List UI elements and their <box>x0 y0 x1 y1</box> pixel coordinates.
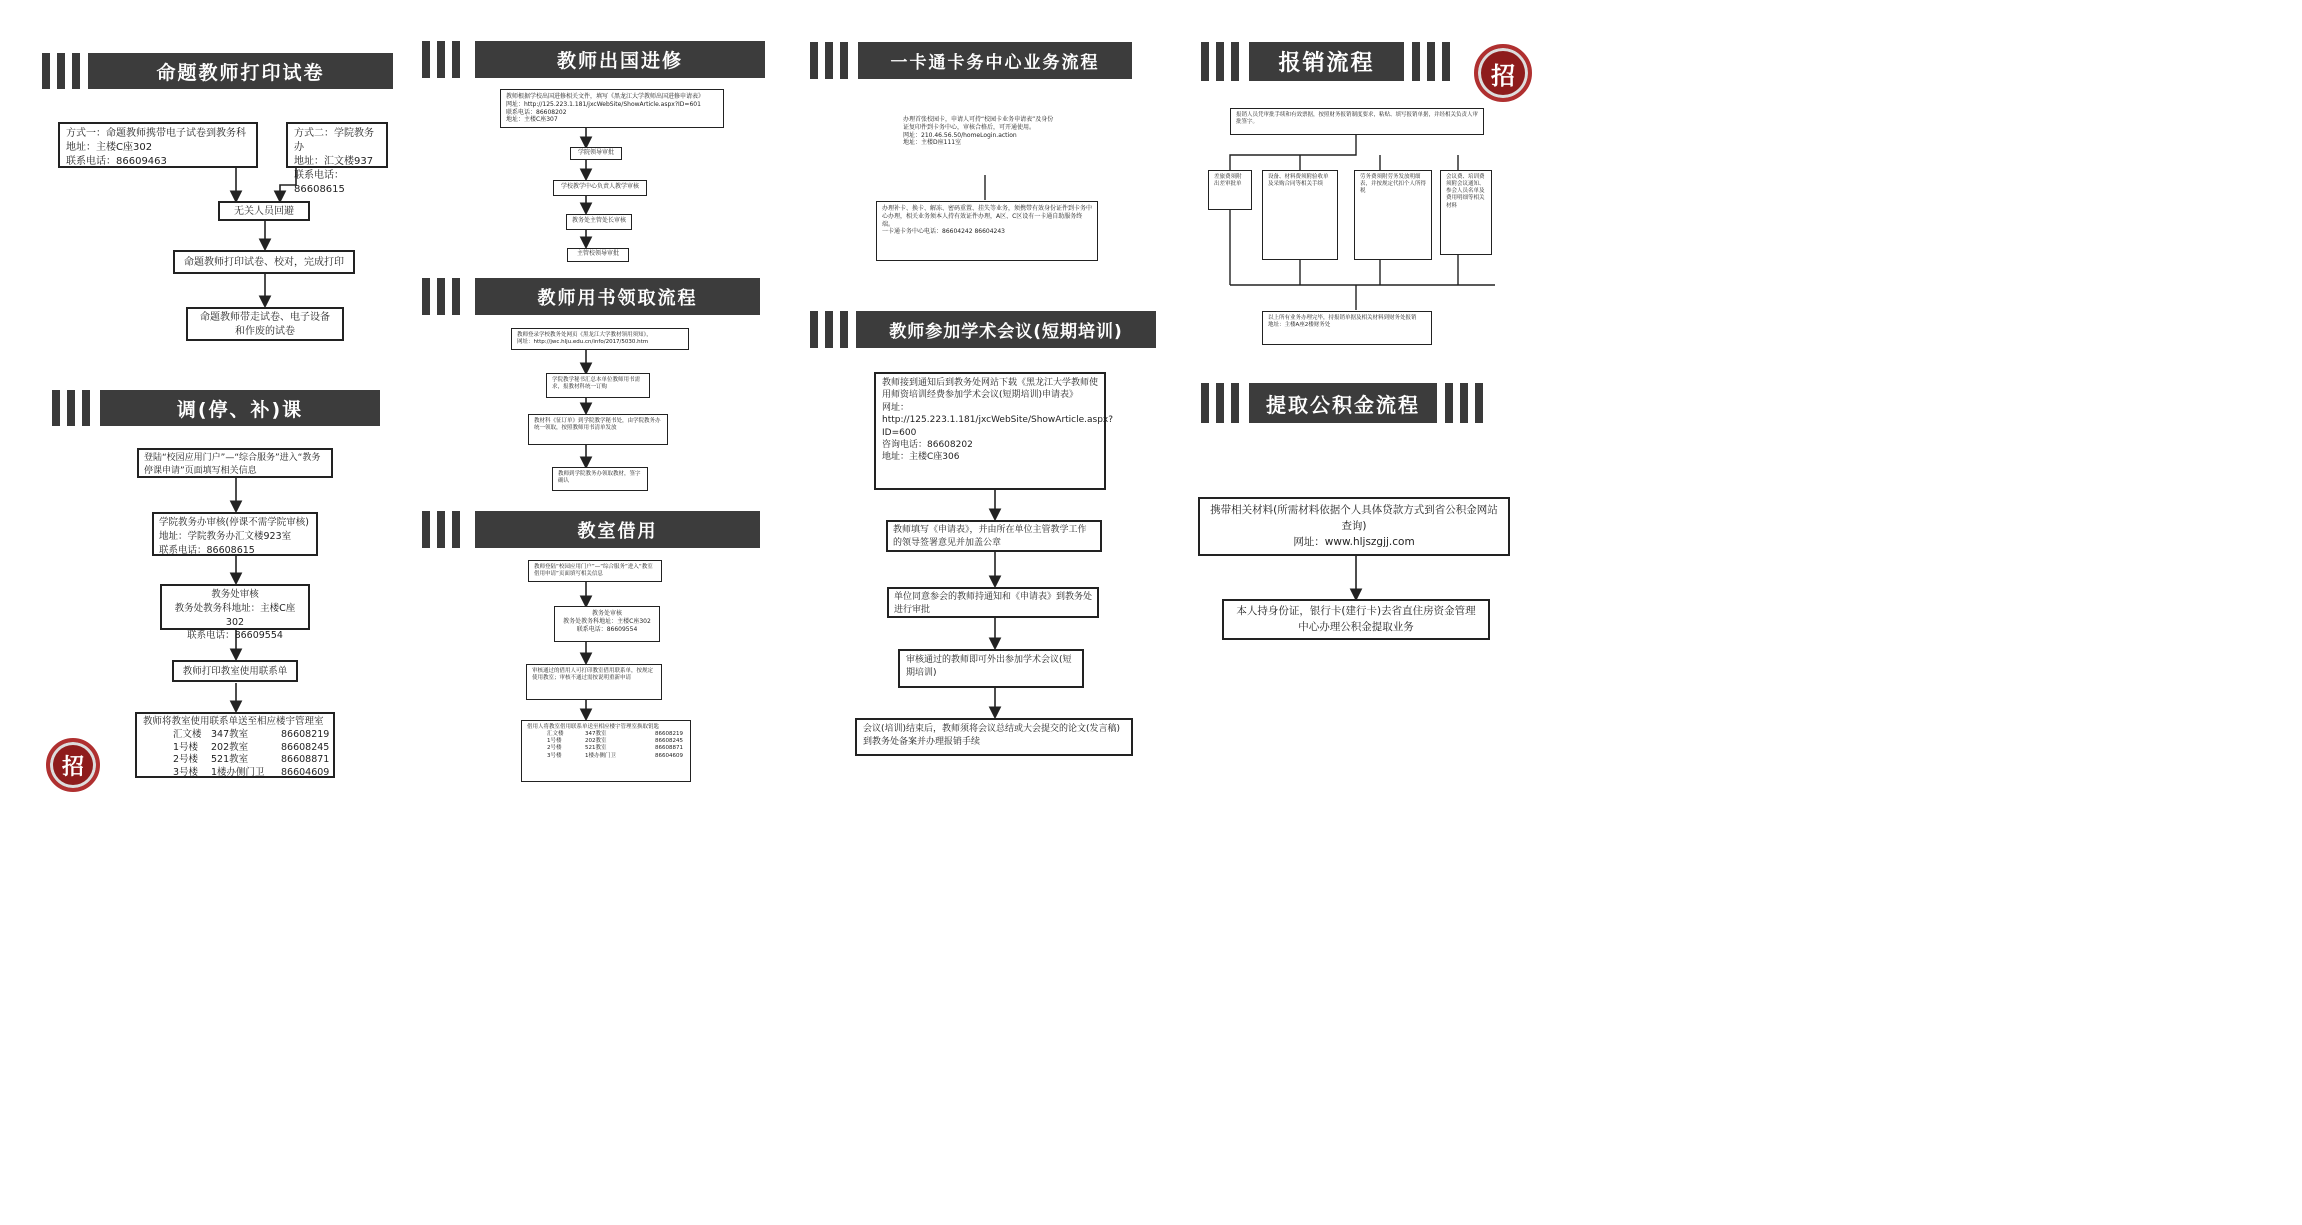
classroom-room-phone: 86604609 <box>655 752 683 759</box>
academic-step-3: 单位同意参会的教师持通知和《申请表》到教务处进行审批 <box>887 587 1099 618</box>
classroom-room-room: 1楼办侧门卫 <box>585 752 616 759</box>
classroom-room-phone: 86608219 <box>655 731 683 738</box>
adjust-room-room: 521教室 <box>211 754 249 766</box>
adjust-room-row <box>173 754 330 767</box>
books-step-3: 教材科《征订单》到学院教学秘书处，由学院教务办统一领取，按照教师用书清单发放 <box>528 414 668 445</box>
classroom-room-row <box>547 731 685 738</box>
adjust-step-3: 教务处审核 教务处教务科地址：主楼C座302 联系电话：86609554 <box>160 584 310 630</box>
title-adjust-class: 调(停、补)课 <box>100 390 380 426</box>
classroom-room-room: 347教室 <box>585 731 607 738</box>
banner-card <box>810 42 1132 79</box>
adjust-step-2: 学院教务办审核(停课不需学院审核) 地址：学院教务办汇文楼923室 联系电话：86608615 <box>152 512 318 556</box>
fund-step-1: 携带相关材料(所需材料依据个人具体贷款方式到省公积金网站查询) 网址：www.hljszgjj.com <box>1198 497 1510 556</box>
adjust-step-5 <box>135 712 335 778</box>
banner-adjust-class <box>52 390 380 426</box>
books-step-1: 教师登录学校教务处网页《黑龙江大学教材领用须知》， 网址：http://jwc.hlju.edu.cn/info/2017/5030.htm <box>511 328 689 350</box>
abroad-step-1: 教师根据学校出国进修相关文件，填写《黑龙江大学教师出国进修申请表》 网址：http://125.223.1.181/jxcWebSite/ShowArticle.aspx?ID=601 联系电话：86608202 地址：主楼C座307 <box>500 89 724 128</box>
exam-step-3: 命题教师带走试卷、电子设备 和作废的试卷 <box>186 307 344 341</box>
classroom-step-4-head: 借用人将教室借用联系单送至相应楼宇管理室换取钥匙 <box>527 724 660 730</box>
abroad-step-4: 教务处主管处长审核 <box>566 214 632 230</box>
banner-reimburse <box>1201 42 1450 81</box>
reimburse-top: 报销人员凭审批手续和有效票据，按照财务报销制度要求，粘贴、填写报销单据，并经相关负责人审批签字。 <box>1230 108 1484 135</box>
adjust-step-5-head: 教师将教室使用联系单送至相应楼宇管理室 <box>143 716 324 727</box>
exam-step-1: 无关人员回避 <box>218 201 310 221</box>
academic-step-4: 审核通过的教师即可外出参加学术会议(短期培训) <box>898 649 1084 688</box>
classroom-room-row <box>547 738 685 745</box>
banner-classroom <box>422 511 760 548</box>
reimburse-item-1: 差旅费须附出差审批单 <box>1208 170 1252 210</box>
classroom-room-building: 汇文楼 <box>547 731 564 738</box>
title-books: 教师用书领取流程 <box>475 278 760 315</box>
adjust-room-phone: 86604609 <box>281 767 330 779</box>
adjust-room-row <box>173 728 330 742</box>
classroom-room-phone: 86608245 <box>655 738 683 745</box>
title-reimburse: 报销流程 <box>1249 42 1404 81</box>
classroom-room-row <box>547 745 685 752</box>
classroom-step-4 <box>521 720 691 782</box>
exam-step-2: 命题教师打印试卷、校对，完成打印 <box>173 250 355 274</box>
exam-option-1: 方式一：命题教师携带电子试卷到教务科 地址：主楼C座302 联系电话：86609463 <box>58 122 258 168</box>
card-step-1: 办理首张校园卡，申请人可持“校园卡业务申请表”及身份证复印件到卡务中心，审核合格后，可开通使用。 网址：210.46.56.50/homeLogin.action 地址：主楼D座111室 <box>898 113 1062 175</box>
reimburse-item-3: 劳务费须附劳务发放明细表，并按规定代扣个人所得税 <box>1354 170 1432 260</box>
classroom-room-phone: 86608871 <box>655 745 683 752</box>
adjust-room-room: 1楼办侧门卫 <box>211 767 265 779</box>
classroom-room-building: 1号楼 <box>547 738 562 745</box>
title-academic: 教师参加学术会议(短期培训) <box>856 311 1156 348</box>
title-fund: 提取公积金流程 <box>1249 383 1437 423</box>
classroom-step-3: 审核通过的借用人可打印教室借用联系单，按规定使用教室；审核不通过需按说明重新申请 <box>526 664 662 700</box>
classroom-step-1: 教师登陆“校园应用门户”—“综合服务”进入“教室借用申请”页面填写相关信息 <box>528 560 662 582</box>
title-abroad: 教师出国进修 <box>475 41 765 78</box>
university-logo-top: 招 <box>1474 44 1532 102</box>
classroom-rooms-list <box>527 731 685 760</box>
banner-exam-print <box>42 53 393 89</box>
books-step-2: 学院教学秘书汇总本单位教师用书需求，报教材科统一订购 <box>546 373 650 398</box>
abroad-step-3: 学校教学中心负责人教学审核 <box>553 180 647 196</box>
adjust-rooms-list <box>143 728 330 780</box>
adjust-step-4: 教师打印教室使用联系单 <box>172 660 298 682</box>
adjust-room-phone: 86608245 <box>281 741 330 753</box>
adjust-room-row <box>173 767 330 780</box>
title-exam-print: 命题教师打印试卷 <box>88 53 393 89</box>
banner-books <box>422 278 760 315</box>
exam-option-2: 方式二：学院教务办 地址：汇文楼937 联系电话：86608615 <box>286 122 388 168</box>
reimburse-bottom: 以上所有业务办理完毕，持报销单据及相关材料到财务处报销 地址：主楼A座2楼财务处 <box>1262 311 1432 345</box>
fund-step-2: 本人持身份证，银行卡(建行卡)去省直住房资金管理中心办理公积金提取业务 <box>1222 599 1490 640</box>
adjust-room-row <box>173 741 330 755</box>
books-step-4: 教师到学院教务办领取教材，签字确认 <box>552 467 648 491</box>
abroad-step-5: 主管校领导审批 <box>567 248 629 262</box>
card-step-2: 办理补卡、换卡、解冻、密码重置、挂失等业务，须携带有效身份证件到卡务中心办理，相关业务须本人持有效证件办理，A区、C区设有一卡通自助服务终端。 一卡通卡务中心电话：86604242 86604243 <box>876 201 1098 261</box>
title-classroom: 教室借用 <box>475 511 760 548</box>
classroom-room-room: 521教室 <box>585 745 607 752</box>
reimburse-item-4: 会议费、培训费须附会议通知、参会人员名单及费用明细等相关材料 <box>1440 170 1492 255</box>
adjust-room-building: 2号楼 <box>173 754 199 766</box>
title-card: 一卡通卡务中心业务流程 <box>858 42 1132 79</box>
classroom-room-building: 3号楼 <box>547 752 562 759</box>
adjust-room-phone: 86608871 <box>281 754 330 766</box>
adjust-room-room: 347教室 <box>211 728 249 740</box>
adjust-room-room: 202教室 <box>211 741 249 753</box>
banner-academic <box>810 311 1156 348</box>
adjust-room-building: 汇文楼 <box>173 728 202 740</box>
university-logo-bottom: 招 <box>46 738 100 792</box>
adjust-room-building: 1号楼 <box>173 741 199 753</box>
classroom-step-2: 教务处审核 教务处教务科地址：主楼C座302 联系电话：86609554 <box>554 606 660 642</box>
abroad-step-2: 学院领导审批 <box>570 147 622 160</box>
reimburse-item-2: 设备、材料费须附验收单及采购合同等相关手续 <box>1262 170 1338 260</box>
classroom-room-row <box>547 753 685 760</box>
banner-abroad <box>422 41 765 78</box>
academic-step-2: 教师填写《申请表》，并由所在单位主管教学工作的领导签署意见并加盖公章 <box>886 520 1102 552</box>
adjust-room-phone: 86608219 <box>281 728 330 740</box>
adjust-step-1: 登陆“校园应用门户”—“综合服务”进入“教务停课申请”页面填写相关信息 <box>137 448 333 478</box>
classroom-room-building: 2号楼 <box>547 745 562 752</box>
classroom-room-room: 202教室 <box>585 738 607 745</box>
adjust-room-building: 3号楼 <box>173 767 199 779</box>
academic-step-5: 会议(培训)结束后，教师须将会议总结或大会提交的论文(发言稿)到教务处备案并办理报销手续 <box>855 718 1133 756</box>
academic-step-1: 教师接到通知后到教务处网站下载《黑龙江大学教师使用师资培训经费参加学术会议(短期培训)申请表》 网址： http://125.223.1.181/jxcWebSite/ShowArticle.aspx?ID=600 咨询电话：86608202 地址：主楼C座306 <box>874 372 1106 490</box>
banner-fund <box>1201 383 1483 423</box>
